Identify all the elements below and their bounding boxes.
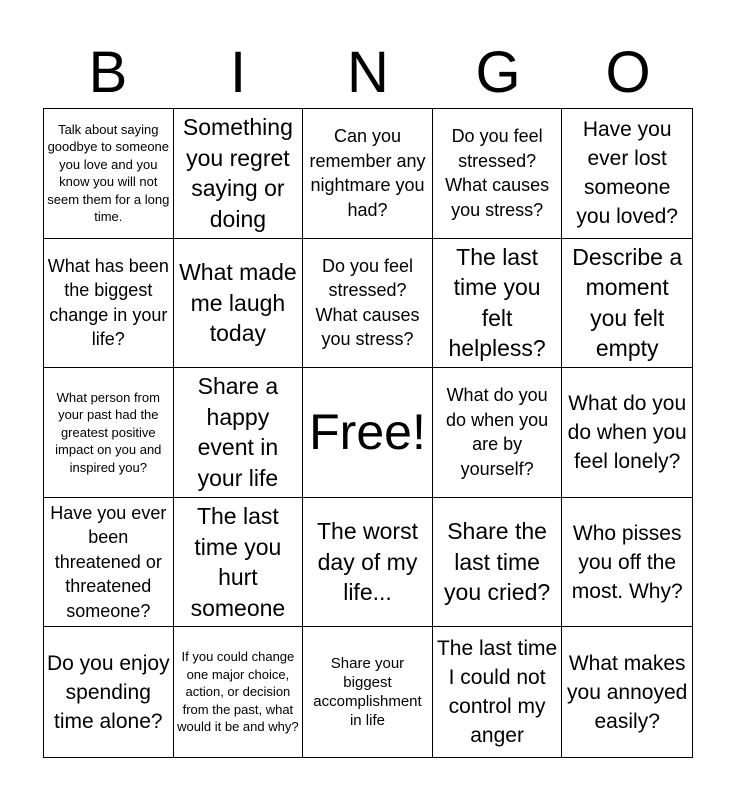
cell-text: The worst day of my life...	[317, 518, 418, 606]
bingo-cell[interactable]	[303, 109, 433, 239]
bingo-cell[interactable]	[44, 239, 174, 369]
free-space-text: Free!	[309, 404, 426, 461]
header-letter-o: O	[605, 40, 651, 105]
cell-text: Something you regret saying or doing	[182, 114, 293, 232]
bingo-cell[interactable]	[44, 498, 174, 628]
bingo-cell[interactable]	[44, 627, 174, 757]
bingo-cell[interactable]	[562, 498, 692, 628]
cell-text: What person from your past had the greatest positive impact on you and inspired you?	[55, 389, 162, 475]
bingo-cell[interactable]	[562, 239, 692, 369]
free-space-cell[interactable]	[303, 368, 433, 498]
cell-text: Talk about saying goodbye to someone you love and you know you will not seem them for a long time.	[47, 121, 170, 225]
bingo-cell[interactable]	[303, 239, 433, 369]
bingo-cell[interactable]	[562, 368, 692, 498]
bingo-card-grid	[43, 108, 693, 758]
bingo-cell[interactable]	[174, 368, 304, 498]
cell-text: What do you do when you are by yourself?	[446, 385, 549, 479]
bingo-cell[interactable]	[562, 109, 692, 239]
cell-text: Do you feel stressed? What causes you stress?	[315, 255, 420, 350]
header-letter-n: N	[347, 40, 389, 105]
bingo-cell[interactable]	[433, 498, 563, 628]
cell-text: Share the last time you cried?	[444, 518, 551, 606]
cell-text: Share a happy event in your life	[197, 373, 279, 491]
bingo-cell[interactable]	[562, 627, 692, 757]
bingo-cell[interactable]	[303, 627, 433, 757]
cell-text: The last time you hurt someone	[190, 503, 286, 621]
bingo-cell[interactable]	[44, 109, 174, 239]
cell-text: Can you remember any nightmare you had?	[309, 126, 426, 220]
cell-text: The last time I could not control my anger	[436, 637, 558, 748]
cell-text: What makes you annoyed easily?	[567, 651, 688, 733]
bingo-cell[interactable]	[174, 109, 304, 239]
bingo-cell[interactable]	[174, 498, 304, 628]
cell-text: If you could change one major choice, action, or decision from the past, what would it be and why?	[177, 649, 299, 735]
bingo-header	[43, 40, 693, 106]
bingo-cell[interactable]	[433, 627, 563, 757]
bingo-cell[interactable]	[44, 368, 174, 498]
cell-text: Do you enjoy spending time alone?	[47, 651, 170, 733]
header-letter-i: I	[229, 40, 247, 105]
cell-text: Share your biggest accomplishment in life	[313, 655, 422, 730]
bingo-cell[interactable]	[433, 109, 563, 239]
cell-text: What made me laugh today	[179, 259, 297, 347]
cell-text: Do you feel stressed? What causes you stress?	[445, 126, 550, 220]
cell-text: Have you ever been threatened or threatened someone?	[50, 502, 167, 621]
cell-text: What has been the biggest change in your life?	[47, 255, 169, 350]
bingo-cell[interactable]	[433, 368, 563, 498]
bingo-cell[interactable]	[174, 627, 304, 757]
cell-text: The last time you felt helpless?	[448, 243, 546, 362]
header-letter-g: G	[475, 40, 521, 105]
cell-text: Describe a moment you felt empty	[572, 243, 683, 362]
cell-text: Have you ever lost someone you loved?	[576, 118, 678, 229]
cell-text: What do you do when you feel lonely?	[567, 391, 687, 473]
bingo-cell[interactable]	[174, 239, 304, 369]
bingo-cell[interactable]	[303, 498, 433, 628]
header-letter-b: B	[88, 40, 128, 105]
cell-text: Who pisses you off the most. Why?	[571, 521, 683, 603]
bingo-cell[interactable]	[433, 239, 563, 369]
